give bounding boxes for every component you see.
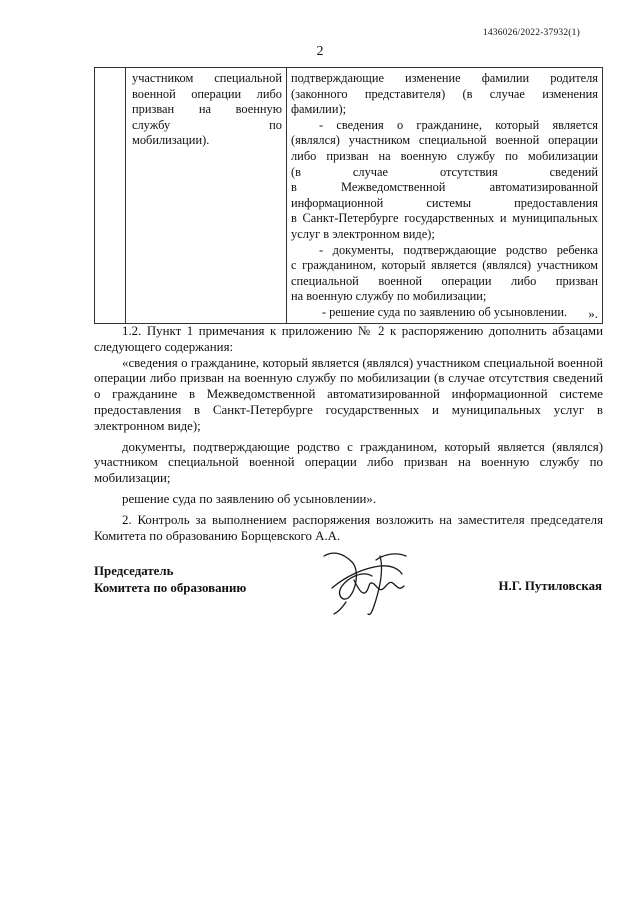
signatory-name: Н.Г. Путиловская: [498, 579, 602, 593]
document-body: [94, 324, 603, 544]
page-number: 2: [316, 44, 324, 59]
document-number: 1436026/2022-37932(1): [482, 28, 580, 38]
paragraph: 1.2. Пункт 1 примечания к приложению № 2 к распоряжению дополнить абзацами следующего содержания:: [94, 324, 603, 354]
closing-quote: ».: [588, 306, 598, 321]
table-cell-empty: [95, 68, 126, 324]
handwritten-signature: [318, 540, 418, 618]
signatory-title: Председатель Комитета по образованию: [94, 564, 247, 595]
paragraph: «сведения о гражданине, который является (являлся) участником специальной военной операции либо призван на военную службу по мобилизации (в случае отсутствия сведений о гражданине в Межведомственной автоматизированной информационной системе предоставления в Санкт-Петербурге государственных и муниципальных услуг в электронном виде);: [94, 355, 603, 433]
continuation-table: [94, 67, 603, 324]
paragraph: документы, подтверждающие родство с гражданином, который является (являлся) участником специальной военной операции либо призван на военную службу по мобилизации;: [94, 439, 603, 486]
paragraph: решение суда по заявлению об усыновлении».: [122, 491, 377, 506]
paragraph: 2. Контроль за выполнением распоряжения возложить на заместителя председателя Комитета по образованию Борщевского А.А.: [94, 512, 603, 543]
table-row: [95, 68, 603, 324]
table-cell-documents: подтверждающие изменение фамилии родителя (законного представителя) (в случае изменения фамилии); - сведения о гражданине, который является (являлся) участником специальной военной операции либо призван на военную службу по мобилизации (в случае отсутствия сведений в Межведомственной автоматизированной информационной системы предоставления в Санкт-Петербурге государственных и муниципальных услуг в электронном виде); - документы, подтверждающие родство ребенка с гражданином, который является (являлся) участником специальной военной операции либо призван на военную службу по мобилизации; - решение суда по заявлению об усыновлении.: [287, 68, 603, 324]
table-cell-category: участником специальной военной операции либо призван на военную службу по мобилизации).: [126, 68, 287, 324]
